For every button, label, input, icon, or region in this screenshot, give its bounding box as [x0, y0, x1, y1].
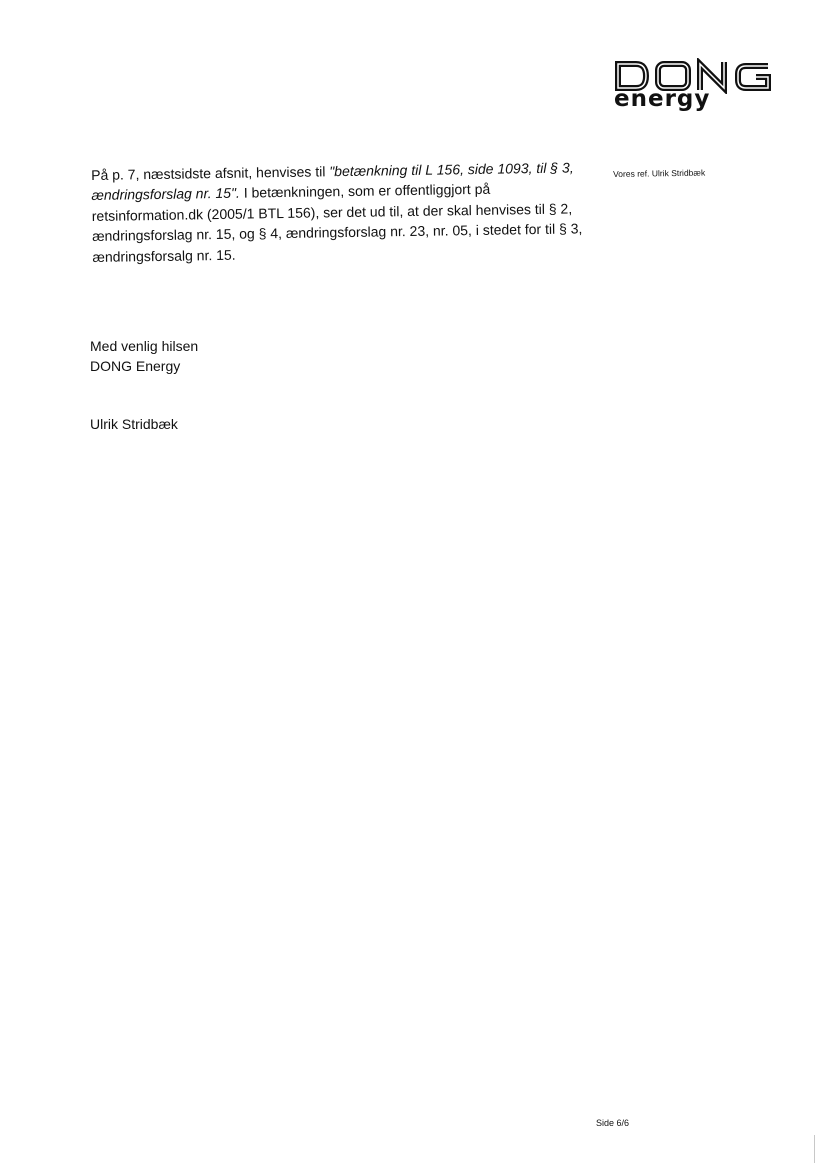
signer-name: Ulrik Stridbæk	[90, 416, 178, 432]
paragraph-text-end: I betænkningen, som er offentliggjort på retsinformation.dk (2005/1 BTL 156), ser det ud til, at der skal henvises til § 2, ændringsforslag nr. 15, og § 4, ændringsforslag nr. 23, nr. 05, i stedet for til § 3, ændringsforsalg nr. 15.	[91, 181, 583, 265]
closing-greeting: Med venlig hilsen	[90, 338, 199, 354]
closing-block	[90, 336, 198, 376]
logo-tagline: energy	[614, 86, 711, 112]
scan-artifact-line	[814, 1135, 815, 1163]
paragraph-text-start: På p. 7, næstsidste afsnit, henvises til	[91, 163, 330, 183]
paragraph-quote: "betænkning til L 156, side 1093, til § 3, ændringsforslag nr. 15".	[91, 159, 574, 204]
page-number: Side 6/6	[596, 1118, 630, 1128]
closing-company: DONG Energy	[90, 358, 181, 374]
dong-energy-logo	[612, 58, 776, 118]
reference-line: Vores ref. Ulrik Stridbæk	[612, 167, 706, 179]
body-paragraph	[91, 157, 593, 267]
